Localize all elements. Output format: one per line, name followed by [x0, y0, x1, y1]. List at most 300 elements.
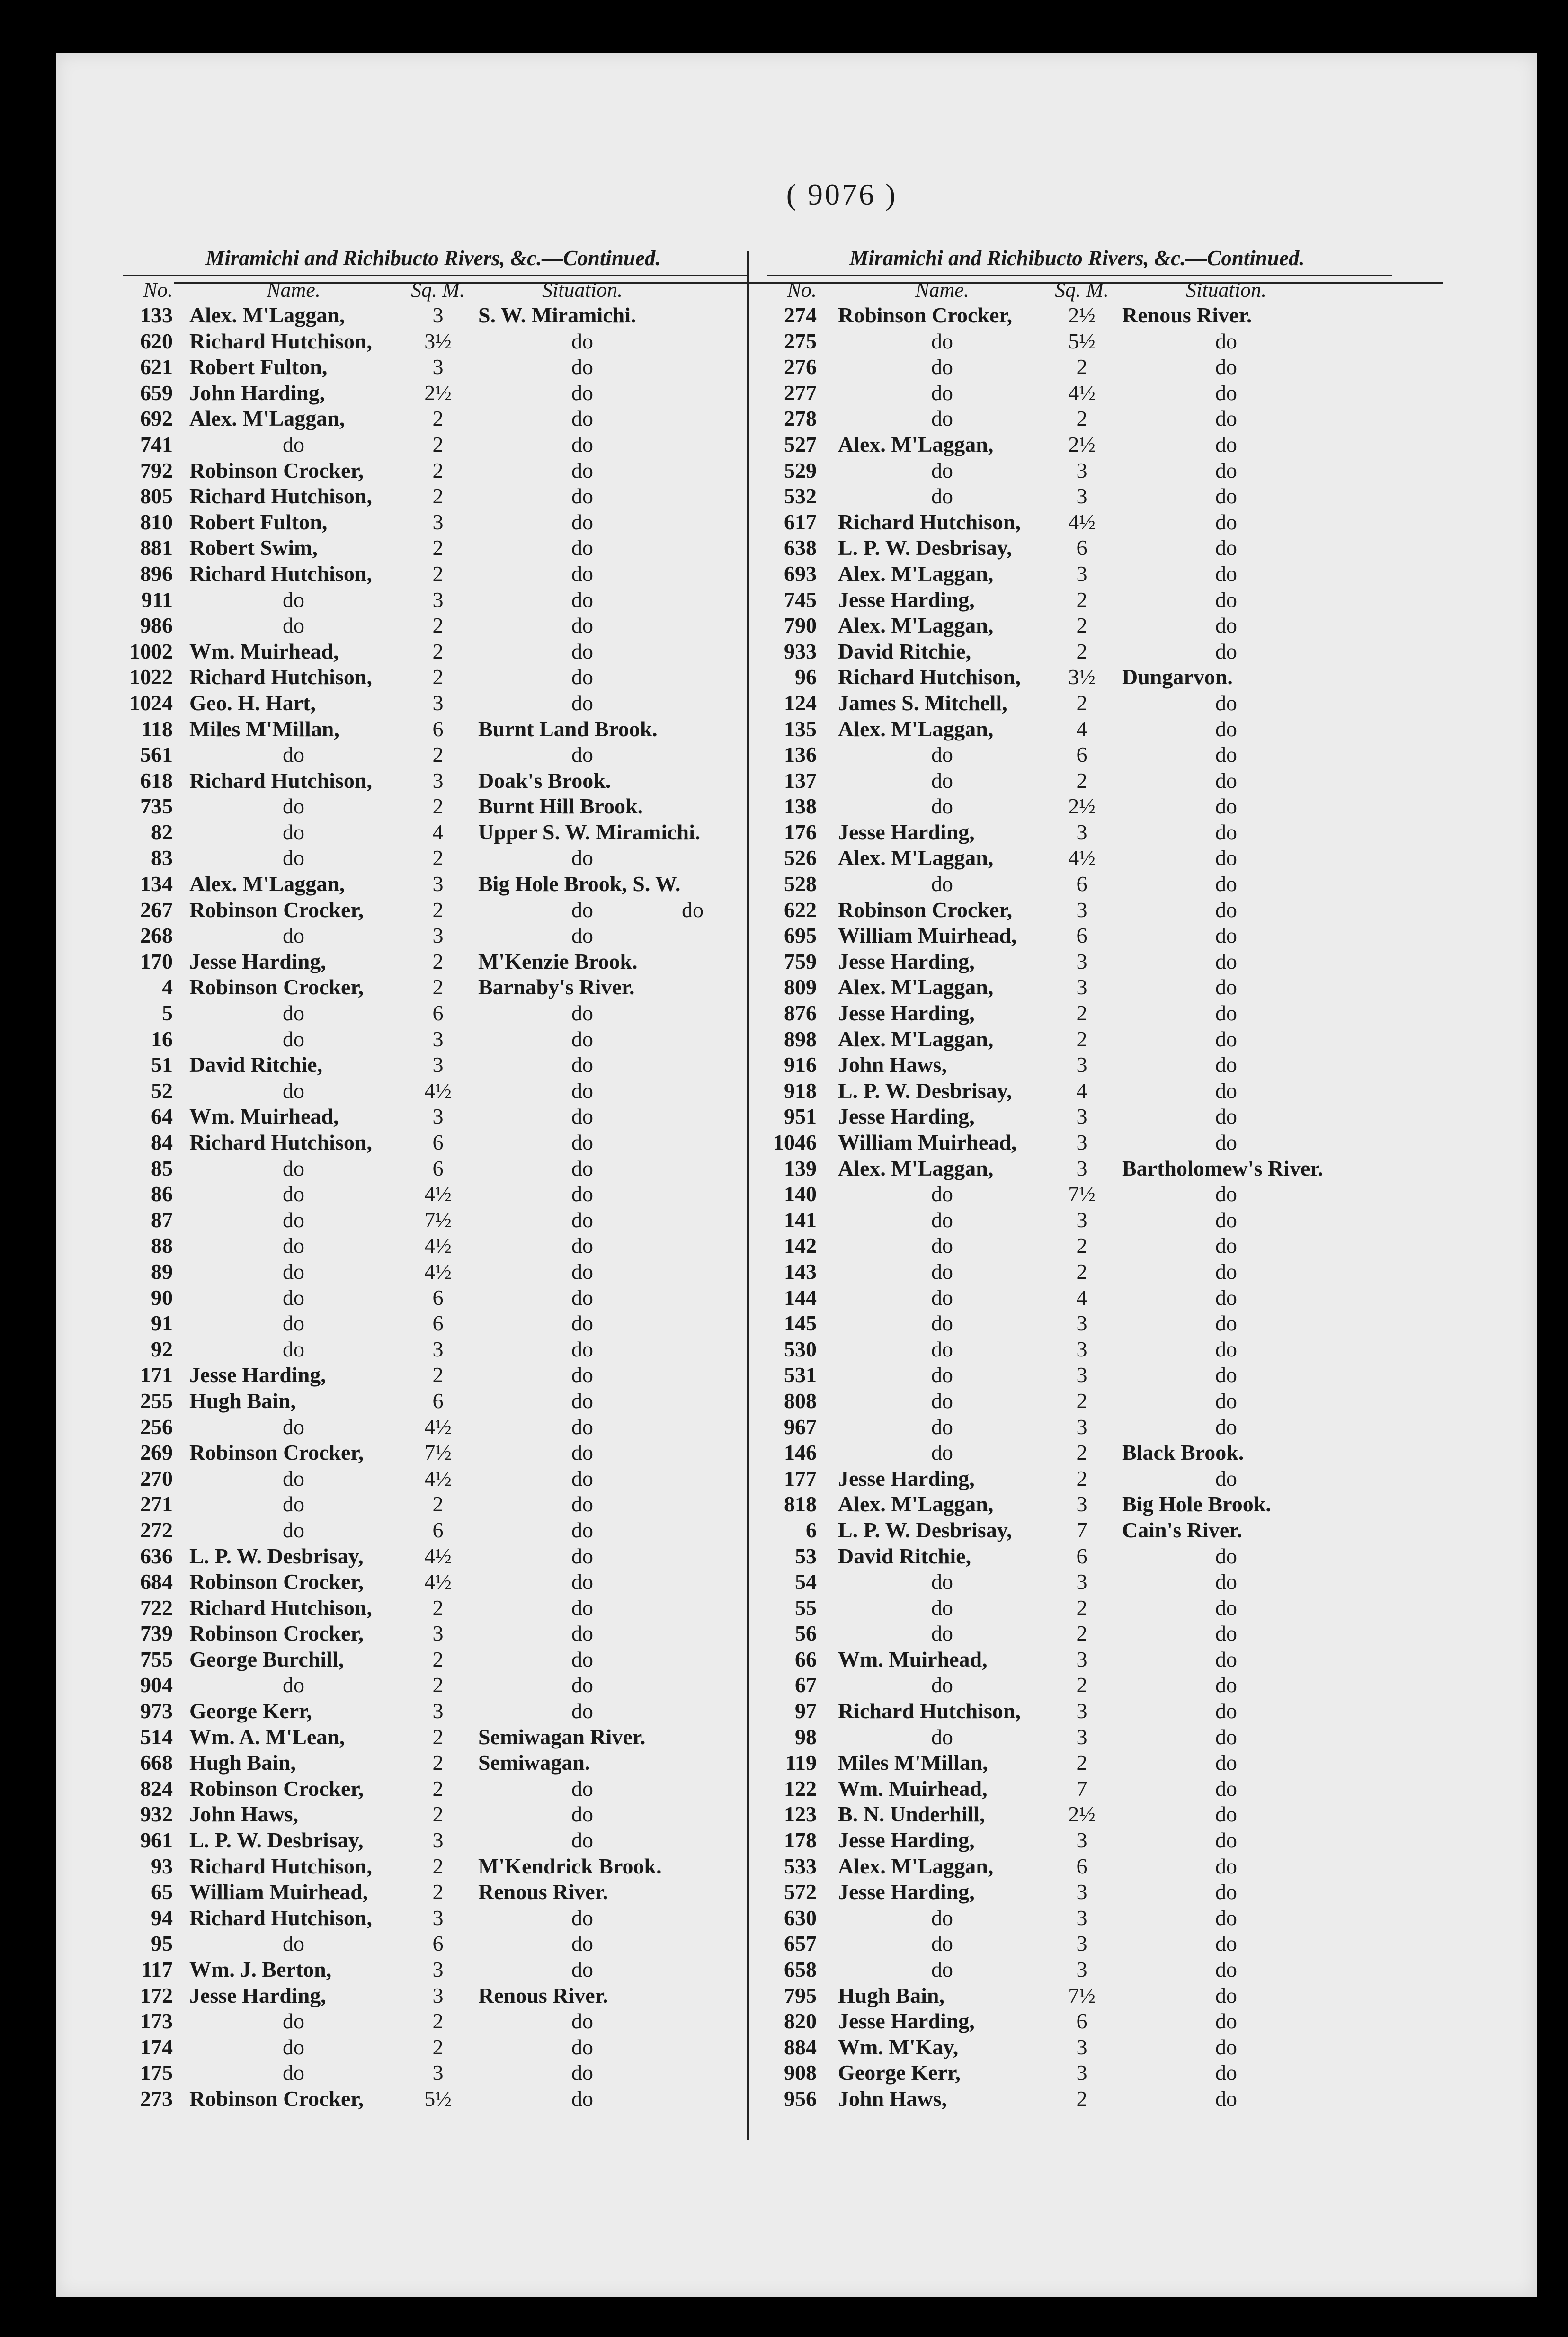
- lot-number: 967: [784, 1414, 817, 1439]
- grantee-name: Jesse Harding,: [838, 2009, 975, 2034]
- lot-number: 918: [784, 1078, 817, 1103]
- lot-number: 123: [784, 1802, 817, 1827]
- grantee-name: Richard Hutchison,: [838, 1699, 1021, 1723]
- square-miles: 2: [432, 897, 444, 922]
- square-miles: 2: [1076, 406, 1087, 431]
- lot-number: 824: [140, 1776, 173, 1801]
- situation: do: [571, 1440, 593, 1465]
- table-row: [118, 1957, 748, 1983]
- grantee-name: do: [283, 742, 304, 767]
- situation: do: [1215, 846, 1237, 870]
- lot-number: 272: [140, 1517, 173, 1542]
- lot-number: 16: [151, 1026, 173, 1051]
- square-miles: 6: [432, 1931, 444, 1956]
- lot-number: 755: [140, 1647, 173, 1671]
- lot-number: 973: [140, 1699, 173, 1723]
- table-row: [762, 1311, 1392, 1337]
- column-divider: [747, 251, 749, 2140]
- grantee-name: Jesse Harding,: [838, 820, 975, 844]
- grantee-name: Alex. M'Laggan,: [189, 303, 345, 327]
- lot-number: 95: [151, 1931, 173, 1956]
- lot-number: 658: [784, 1957, 817, 1981]
- header-no: No.: [787, 278, 817, 302]
- square-miles: 2: [432, 613, 444, 638]
- lot-number: 87: [151, 1207, 173, 1232]
- lot-number: 695: [784, 923, 817, 948]
- grantee-name: Robinson Crocker,: [189, 1621, 364, 1646]
- situation: do: [571, 690, 593, 715]
- grantee-name: Alex. M'Laggan,: [838, 1026, 994, 1051]
- table-row: [118, 380, 748, 406]
- situation: do: [571, 1001, 593, 1026]
- square-miles: 6: [1076, 1543, 1087, 1568]
- square-miles: 3: [1076, 897, 1087, 922]
- grantee-name: do: [931, 1285, 953, 1310]
- table-row: [762, 2034, 1392, 2060]
- square-miles: 5½: [1068, 329, 1096, 353]
- lot-number: 86: [151, 1182, 173, 1206]
- table-row: [118, 1156, 748, 1182]
- lot-number: 269: [140, 1440, 173, 1465]
- grantee-name: Jesse Harding,: [838, 1001, 975, 1026]
- grantee-name: L. P. W. Desbrisay,: [838, 1517, 1012, 1542]
- lot-number: 739: [140, 1621, 173, 1646]
- lot-number: 745: [784, 587, 817, 612]
- table-row: [118, 432, 748, 458]
- grantee-name: Alex. M'Laggan,: [838, 1156, 994, 1180]
- situation: do: [571, 587, 593, 612]
- grantee-name: do: [283, 1207, 304, 1232]
- table-row: [118, 1543, 748, 1570]
- situation: do: [1215, 1880, 1237, 1904]
- square-miles: 2: [1076, 690, 1087, 715]
- table-row: [118, 1491, 748, 1517]
- table-row: [118, 1388, 748, 1414]
- square-miles: 4½: [424, 1414, 452, 1439]
- grantee-name: Wm. Muirhead,: [189, 639, 339, 663]
- table-row: [118, 2008, 748, 2034]
- situation: do: [571, 1311, 593, 1336]
- grantee-name: do: [931, 742, 953, 767]
- square-miles: 3: [1076, 1311, 1087, 1336]
- square-miles: 3: [1076, 975, 1087, 999]
- grantee-name: Alex. M'Laggan,: [838, 716, 994, 741]
- grantee-name: do: [931, 1957, 953, 1981]
- table-row: [762, 380, 1392, 406]
- square-miles: 7½: [424, 1207, 452, 1232]
- lot-number: 1002: [129, 639, 173, 663]
- table-rows: [118, 303, 748, 2112]
- square-miles: 3: [1076, 1724, 1087, 1749]
- square-miles: 4½: [1068, 846, 1096, 870]
- square-miles: 5½: [424, 2086, 452, 2111]
- square-miles: 3: [1076, 820, 1087, 844]
- square-miles: 2: [432, 1492, 444, 1516]
- square-miles: 2: [432, 949, 444, 973]
- lot-number: 139: [784, 1156, 817, 1180]
- situation: do: [1215, 923, 1237, 948]
- lot-number: 531: [784, 1363, 817, 1387]
- situation: do: [571, 561, 593, 586]
- square-miles: 2½: [1068, 1802, 1096, 1827]
- situation: do: [1215, 1621, 1237, 1646]
- lot-number: 270: [140, 1466, 173, 1490]
- grantee-name: do: [283, 1285, 304, 1310]
- situation: do: [1215, 432, 1237, 456]
- table-row: [762, 1879, 1392, 1905]
- grantee-name: Richard Hutchison,: [189, 1854, 372, 1878]
- grantee-name: do: [931, 406, 953, 431]
- situation: do: [1215, 1053, 1237, 1077]
- table-row: [762, 329, 1392, 355]
- table-row: [762, 974, 1392, 1000]
- lot-number: 911: [141, 587, 173, 612]
- situation: do: [571, 1182, 593, 1206]
- square-miles: 3: [1076, 1156, 1087, 1180]
- header-situation: Situation.: [1186, 278, 1266, 302]
- square-miles: 3: [1076, 1905, 1087, 1930]
- lot-number: 1024: [129, 690, 173, 715]
- square-miles: 2: [432, 1776, 444, 1801]
- square-miles: 2: [432, 484, 444, 508]
- table-row: [118, 2034, 748, 2060]
- situation: do: [571, 2009, 593, 2034]
- grantee-name: Richard Hutchison,: [838, 509, 1021, 534]
- square-miles: 4½: [1068, 380, 1096, 405]
- situation: Barnaby's River.: [478, 975, 635, 999]
- situation: do: [1215, 1466, 1237, 1490]
- grantee-name: Richard Hutchison,: [189, 1595, 372, 1620]
- table-row: [118, 1802, 748, 1828]
- situation: do: [1215, 1802, 1237, 1827]
- situation: do: [1215, 1776, 1237, 1801]
- grantee-name: L. P. W. Desbrisay,: [838, 1078, 1012, 1103]
- lot-number: 809: [784, 975, 817, 999]
- situation: do: [571, 897, 593, 922]
- square-miles: 3: [1076, 1363, 1087, 1387]
- situation: do: [1215, 1854, 1237, 1878]
- grantee-name: do: [283, 1259, 304, 1284]
- lot-number: 808: [784, 1388, 817, 1413]
- lot-number: 692: [140, 406, 173, 431]
- square-miles: 3: [432, 1337, 444, 1361]
- table-row: [118, 1440, 748, 1466]
- lot-number: 514: [140, 1724, 173, 1749]
- lot-number: 795: [784, 1983, 817, 2007]
- grantee-name: do: [283, 1466, 304, 1490]
- header-no: No.: [143, 278, 173, 302]
- square-miles: 2: [432, 1363, 444, 1387]
- lot-number: 97: [795, 1699, 817, 1723]
- table-row: [762, 794, 1392, 820]
- square-miles: 3: [1076, 2034, 1087, 2059]
- table-row: [762, 1698, 1392, 1724]
- lot-number: 67: [795, 1673, 817, 1697]
- table-row: [762, 458, 1392, 484]
- grantee-name: Alex. M'Laggan,: [838, 1854, 994, 1878]
- square-miles: 2: [1076, 1466, 1087, 1490]
- square-miles: 3: [1076, 2060, 1087, 2085]
- square-miles: 3: [432, 1828, 444, 1853]
- grantee-name: do: [283, 820, 304, 844]
- situation: do: [571, 509, 593, 534]
- table-row: [118, 1776, 748, 1802]
- lot-number: 532: [784, 484, 817, 508]
- lot-number: 636: [140, 1543, 173, 1568]
- square-miles: 3: [432, 1905, 444, 1930]
- table-row: [118, 1854, 748, 1880]
- grantee-name: do: [931, 329, 953, 353]
- grantee-name: do: [283, 1026, 304, 1051]
- table-row: [118, 613, 748, 639]
- lot-number: 961: [140, 1828, 173, 1853]
- situation: do: [1215, 716, 1237, 741]
- square-miles: 2: [1076, 587, 1087, 612]
- lot-number: 96: [795, 665, 817, 689]
- grantee-name: Jesse Harding,: [189, 1363, 326, 1387]
- square-miles: 3: [1076, 1130, 1087, 1154]
- table-row: [762, 1854, 1392, 1880]
- grantee-name: Richard Hutchison,: [189, 484, 372, 508]
- square-miles: 3: [432, 2060, 444, 2085]
- table-row: [118, 1724, 748, 1750]
- grantee-name: do: [283, 1492, 304, 1516]
- table-row: [762, 923, 1392, 949]
- lot-number: 143: [784, 1259, 817, 1284]
- grantee-name: do: [931, 1931, 953, 1956]
- lot-number: 144: [784, 1285, 817, 1310]
- square-miles: 3: [1076, 1828, 1087, 1853]
- grantee-name: David Ritchie,: [838, 1543, 971, 1568]
- grantee-name: do: [931, 1414, 953, 1439]
- situation: do: [571, 1905, 593, 1930]
- situation: do: [1215, 1543, 1237, 1568]
- lot-number: 255: [140, 1388, 173, 1413]
- grantee-name: Alex. M'Laggan,: [838, 432, 994, 456]
- grantee-name: do: [283, 846, 304, 870]
- lot-number: 118: [141, 716, 173, 741]
- grantee-name: Richard Hutchison,: [189, 1130, 372, 1154]
- table-row: [762, 871, 1392, 897]
- grantee-name: Robert Swim,: [189, 535, 318, 560]
- square-miles: 3: [432, 1104, 444, 1129]
- lot-number: 275: [784, 329, 817, 353]
- square-miles: 6: [432, 1001, 444, 1026]
- lot-number: 276: [784, 355, 817, 379]
- table-row: [118, 690, 748, 716]
- square-miles: 4: [432, 820, 444, 844]
- grantee-name: Wm. J. Berton,: [189, 1957, 332, 1981]
- square-miles: 2: [1076, 1001, 1087, 1026]
- situation: do: [571, 1570, 593, 1594]
- header-sq: Sq. M.: [411, 278, 465, 302]
- table-row: [762, 2060, 1392, 2086]
- table-row: [762, 432, 1392, 458]
- table-row: [118, 1983, 748, 2009]
- lot-number: 622: [784, 897, 817, 922]
- lot-number: 146: [784, 1440, 817, 1465]
- lot-number: 951: [784, 1104, 817, 1129]
- lot-number: 273: [140, 2086, 173, 2111]
- square-miles: 2: [1076, 1621, 1087, 1646]
- lot-number: 172: [140, 1983, 173, 2007]
- situation: do: [571, 639, 593, 663]
- table-row: [762, 1259, 1392, 1285]
- grantee-name: Alex. M'Laggan,: [838, 1492, 994, 1516]
- table-row: [762, 1750, 1392, 1776]
- grantee-name: do: [931, 1905, 953, 1930]
- table-row: [118, 1931, 748, 1957]
- situation: do: [1215, 1363, 1237, 1387]
- square-miles: 6: [432, 1388, 444, 1413]
- square-miles: 2: [432, 406, 444, 431]
- situation: do: [571, 1957, 593, 1981]
- lot-number: 83: [151, 846, 173, 870]
- square-miles: 3: [1076, 1570, 1087, 1594]
- square-miles: 2: [1076, 1026, 1087, 1051]
- table-row: [118, 1517, 748, 1543]
- lot-number: 92: [151, 1337, 173, 1361]
- table-row: [118, 1207, 748, 1233]
- table-row: [118, 845, 748, 871]
- table-row: [118, 1026, 748, 1053]
- situation: do: [1215, 1750, 1237, 1775]
- grantee-name: John Haws,: [838, 1053, 947, 1077]
- square-miles: 6: [1076, 2009, 1087, 2034]
- situation: do: [1215, 872, 1237, 896]
- lot-number: 94: [151, 1905, 173, 1930]
- table-row: [762, 1931, 1392, 1957]
- situation: do: [571, 1363, 593, 1387]
- table-row: [762, 1776, 1392, 1802]
- situation: do: [1215, 975, 1237, 999]
- situation: do: [1215, 2086, 1237, 2111]
- grantee-name: do: [931, 1337, 953, 1361]
- grantee-name: do: [283, 2009, 304, 2034]
- square-miles: 3: [1076, 1053, 1087, 1077]
- lot-number: 90: [151, 1285, 173, 1310]
- lot-number: 52: [151, 1078, 173, 1103]
- situation: do: [1215, 355, 1237, 379]
- situation: Black Brook.: [1122, 1440, 1244, 1465]
- square-miles: 3: [1076, 1957, 1087, 1981]
- situation: do: [571, 1543, 593, 1568]
- header-sq: Sq. M.: [1055, 278, 1109, 302]
- table-row: [118, 303, 748, 329]
- table-row: [762, 2008, 1392, 2034]
- square-miles: 2: [432, 742, 444, 767]
- header-name: Name.: [915, 278, 969, 302]
- lot-number: 267: [140, 897, 173, 922]
- table-row: [762, 820, 1392, 846]
- table-row: [762, 561, 1392, 587]
- situation: do: [1215, 639, 1237, 663]
- situation: do: [571, 1931, 593, 1956]
- situation: Semiwagan River.: [478, 1724, 646, 1749]
- lot-number: 820: [784, 2009, 817, 2034]
- lot-number: 91: [151, 1311, 173, 1336]
- table-row: [118, 949, 748, 975]
- grantee-name: do: [931, 1207, 953, 1232]
- lot-number: 1046: [773, 1130, 817, 1154]
- situation: do: [571, 1285, 593, 1310]
- situation: do: [1215, 1647, 1237, 1671]
- grantee-name: Alex. M'Laggan,: [189, 406, 345, 431]
- table-row: [118, 871, 748, 897]
- grantee-name: John Haws,: [189, 1802, 299, 1827]
- square-miles: 3: [432, 1026, 444, 1051]
- situation: do: [571, 1699, 593, 1723]
- grantee-name: do: [931, 484, 953, 508]
- grantee-name: Richard Hutchison,: [189, 1905, 372, 1930]
- square-miles: 3: [432, 1053, 444, 1077]
- situation: do: [571, 1492, 593, 1516]
- lot-number: 54: [795, 1570, 817, 1594]
- table-row: [762, 587, 1392, 613]
- square-miles: 6: [1076, 923, 1087, 948]
- situation: do: [1215, 613, 1237, 638]
- grantee-name: do: [283, 1156, 304, 1180]
- table-row: [762, 1156, 1392, 1182]
- situation: do: [1215, 1828, 1237, 1853]
- table-row: [762, 1491, 1392, 1517]
- square-miles: 3: [432, 1957, 444, 1981]
- lot-number: 790: [784, 613, 817, 638]
- square-miles: 3: [1076, 1414, 1087, 1439]
- situation: Renous River.: [1122, 303, 1252, 327]
- lot-number: 620: [140, 329, 173, 353]
- table-row: [762, 664, 1392, 690]
- square-miles: 3: [432, 1621, 444, 1646]
- square-miles: 4½: [424, 1182, 452, 1206]
- situation: do: [571, 1673, 593, 1697]
- situation: do: [1215, 2009, 1237, 2034]
- grantee-name: William Muirhead,: [189, 1880, 368, 1904]
- table-row: [118, 768, 748, 794]
- situation: do: [1215, 1983, 1237, 2007]
- situation: do: [1215, 535, 1237, 560]
- column-headers: [762, 277, 1392, 303]
- grantee-name: Geo. H. Hart,: [189, 690, 316, 715]
- situation: do: [571, 1647, 593, 1671]
- table-row: [118, 639, 748, 665]
- situation: do: [571, 846, 593, 870]
- lot-number: 271: [140, 1492, 173, 1516]
- lot-number: 136: [784, 742, 817, 767]
- table-row: [762, 1285, 1392, 1311]
- lot-number: 64: [151, 1104, 173, 1129]
- grantee-name: Robinson Crocker,: [838, 897, 1013, 922]
- square-miles: 2: [432, 639, 444, 663]
- situation: do: [571, 1156, 593, 1180]
- grantee-name: Wm. Muirhead,: [838, 1776, 988, 1801]
- square-miles: 3: [432, 872, 444, 896]
- lot-number: 638: [784, 535, 817, 560]
- situation: Semiwagan.: [478, 1750, 590, 1775]
- column-heading: Miramichi and Richibucto Rivers, &c.—Continued.: [849, 246, 1305, 270]
- square-miles: 2: [1076, 1595, 1087, 1620]
- situation: do: [571, 406, 593, 431]
- table-row: [118, 1259, 748, 1285]
- lot-number: 140: [784, 1182, 817, 1206]
- situation: do: [1215, 2034, 1237, 2059]
- situation: do: [1215, 1595, 1237, 1620]
- lot-number: 173: [140, 2009, 173, 2034]
- situation: do: [1215, 1078, 1237, 1103]
- grantee-name: Robert Fulton,: [189, 509, 328, 534]
- table-row: [762, 1000, 1392, 1026]
- square-miles: 3: [1076, 1207, 1087, 1232]
